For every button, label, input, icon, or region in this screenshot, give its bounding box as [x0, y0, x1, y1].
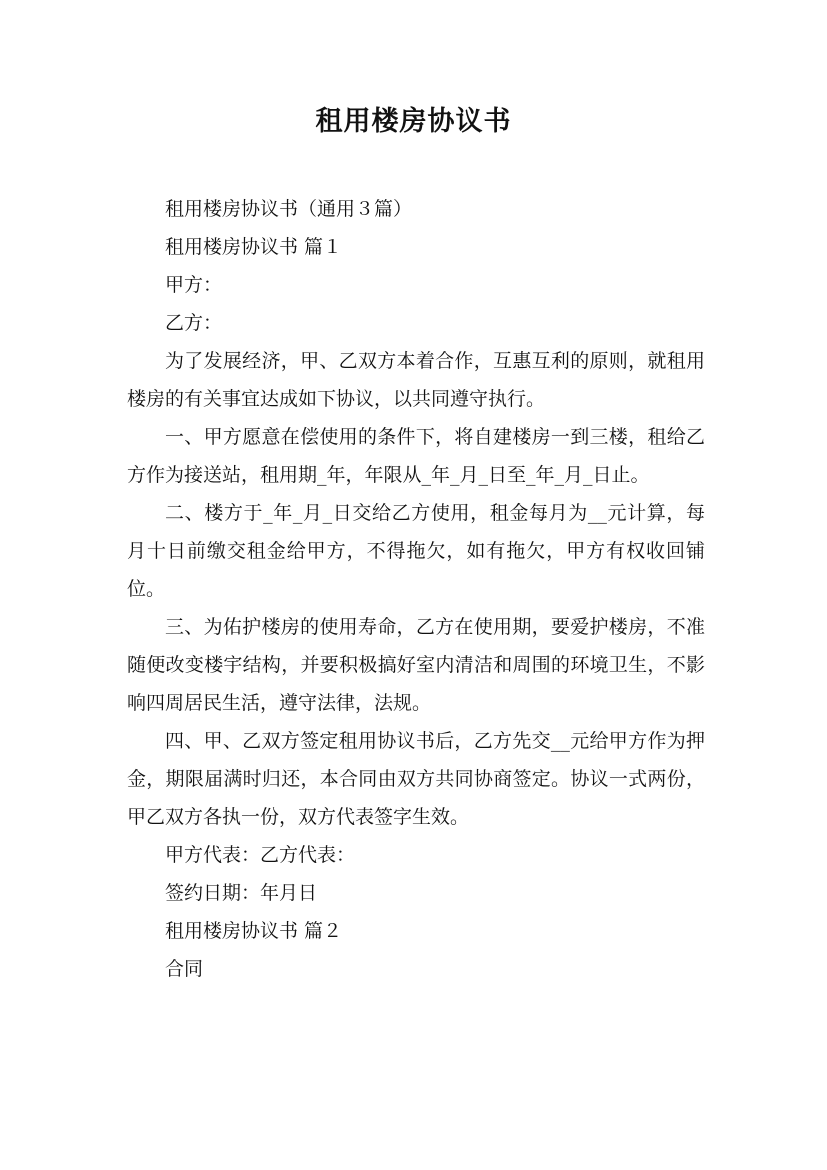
section-heading-1: 租用楼房协议书 篇１ — [165, 236, 343, 258]
party-a-label: 甲方： — [165, 274, 223, 296]
signing-date-line: 签约日期：年月日 — [165, 882, 318, 904]
preamble-paragraph: 为了发展经济，甲、乙双方本着合作，互惠互利的原则，就租用楼房的有关事宜达成如下协议，以共同遵守执行。 — [127, 350, 705, 410]
clause-2: 二、楼方于_年_月_日交给乙方使用，租金每月为__元计算，每月十日前缴交租金给甲方，不得拖欠，如有拖欠，甲方有权收回铺位。 — [127, 502, 705, 600]
document-title: 租用楼房协议书 — [315, 106, 512, 137]
clause-1: 一、甲方愿意在偿使用的条件下，将自建楼房一到三楼，租给乙方作为接送站，租用期_年，年限从_年_月_日至_年_月_日止。 — [127, 426, 705, 486]
clause-3: 三、为佑护楼房的使用寿命，乙方在使用期，要爱护楼房，不准随便改变楼宇结构，并要积极搞好室内清洁和周围的环境卫生，不影响四周居民生活，遵守法律，法规。 — [127, 616, 705, 714]
section-heading-2: 租用楼房协议书 篇２ — [165, 920, 343, 942]
doc-subtitle: 租用楼房协议书（通用３篇） — [165, 198, 413, 220]
contract-label: 合同 — [165, 958, 204, 980]
clause-4: 四、甲、乙双方签定租用协议书后，乙方先交__元给甲方作为押金，期限届满时归还，本合同由双方共同协商签定。协议一式两份，甲乙双方各执一份，双方代表签字生效。 — [127, 730, 705, 828]
representatives-line: 甲方代表：乙方代表： — [165, 844, 356, 866]
document-body — [127, 190, 705, 988]
party-b-label: 乙方： — [165, 312, 223, 334]
